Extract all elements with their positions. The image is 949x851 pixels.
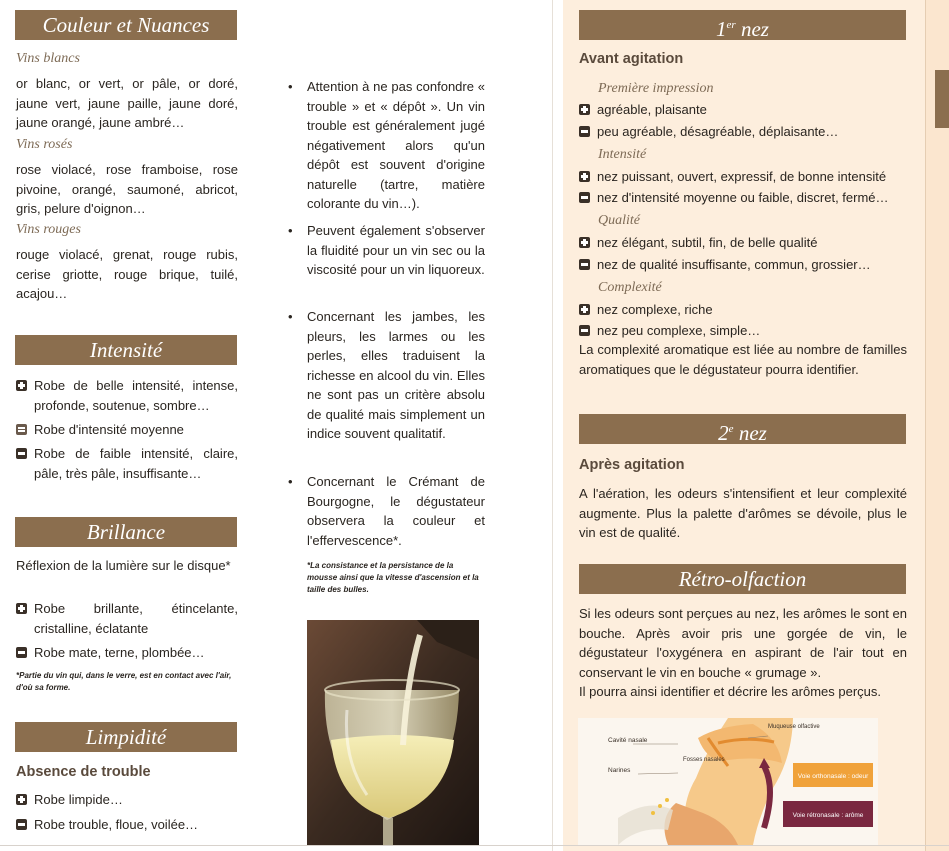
premiere-item-text: peu agréable, désagréable, déplaisante… xyxy=(597,124,839,139)
nez-intensite-item-text: nez d'intensité moyenne ou faible, discret, fermé… xyxy=(597,190,889,205)
intensite-item-minus xyxy=(16,444,238,483)
retro-title-band xyxy=(579,564,906,594)
nez2-title-rest: nez xyxy=(733,421,767,445)
brillance-intro: Réflexion de la lumière sur le disque* xyxy=(16,558,231,573)
bullet-text: Attention à ne pas confondre « trouble » et « dépôt ». Un vin trouble est généralement jugé négativement alors qu'un dépôt est souvent d'origine naturelle (tartre, matière colorante du vin…). xyxy=(307,79,485,211)
nez2-title-number: 2 xyxy=(718,421,729,445)
minus-icon xyxy=(579,259,590,270)
qualite-item-plus xyxy=(579,233,907,253)
brillance-item-text: Robe brillante, étincelante, cristalline, éclatante xyxy=(34,601,238,636)
limpidite-title: Limpidité xyxy=(85,725,167,749)
diagram-retro-label: Voie rétronasale : arôme xyxy=(792,812,864,819)
minus-icon xyxy=(579,126,590,137)
plus-icon xyxy=(579,104,590,115)
brillance-title-band xyxy=(15,517,237,547)
qualite-item-text: nez élégant, subtil, fin, de belle qualité xyxy=(597,235,818,250)
couleur-title-band xyxy=(15,10,237,40)
premiere-item-minus xyxy=(579,122,907,142)
nez2-heading: Après agitation xyxy=(579,457,685,473)
limpidite-title-band xyxy=(15,722,237,752)
complexite-text: La complexité aromatique est liée au nombre de familles aromatiques que le dégustateur pourra identifier. xyxy=(579,342,907,377)
complexite-item-text: nez complexe, riche xyxy=(597,302,713,317)
diagram-fosses-label: Fosses nasales xyxy=(683,757,725,763)
olfaction-diagram xyxy=(578,718,878,845)
page-bottom-rule xyxy=(0,845,949,846)
brillance-item-minus xyxy=(16,643,238,663)
limpidite-item-plus xyxy=(16,790,238,810)
minus-icon xyxy=(16,819,27,830)
bullet-jambes xyxy=(288,307,485,444)
complexite-item-text: nez peu complexe, simple… xyxy=(597,323,761,338)
brillance-title: Brillance xyxy=(86,520,166,544)
bullet-cremant xyxy=(288,472,485,550)
nez1-title-band xyxy=(579,10,906,40)
plus-icon xyxy=(579,171,590,182)
next-page-tab xyxy=(935,70,949,128)
bullet-text: Concernant les jambes, les pleurs, les larmes ou les perles, elles traduisent la richesse en alcool du vin. Elles ne sont pas un critère absolu de qualité mais simplement un indice souvent qualitatif. xyxy=(307,309,485,441)
diagram-ortho-label: Voie orthonasale : odeur xyxy=(797,773,869,780)
minus-icon xyxy=(579,192,590,203)
plus-icon xyxy=(16,794,27,805)
wine-glass-photo xyxy=(307,620,479,845)
intensite-item-text: Robe de belle intensité, intense, profonde, soutenue, sombre… xyxy=(34,378,238,413)
vins-blancs-text: or blanc, or vert, or pâle, or doré, jaune vert, jaune paille, jaune doré, jaune orangé, jaune ambré… xyxy=(16,76,238,130)
minus-icon xyxy=(16,448,27,459)
retro-text: Si les odeurs sont perçues au nez, les arômes le sont en bouche. Après avoir pris une gorgée de vin, le dégustateur l'oxygénera en aspirant de l'air tout en conservant le vin en bouche « grumage ». xyxy=(579,606,907,680)
intensite-item-text: Robe d'intensité moyenne xyxy=(34,422,184,437)
nez-intensite-item-text: nez puissant, ouvert, expressif, de bonne intensité xyxy=(597,169,887,184)
intensite-item-plus xyxy=(16,376,238,415)
complexite-item-minus xyxy=(579,321,907,341)
vins-rouges-text: rouge violacé, grenat, rouge rubis, cerise griotte, rouge brique, tuilé, acajou… xyxy=(16,247,238,301)
nez-intensite-item-minus xyxy=(579,188,907,208)
plus-icon xyxy=(16,603,27,614)
intensite-item-text: Robe de faible intensité, claire, pâle, très pâle, insuffisante… xyxy=(34,446,238,481)
qualite-item-minus xyxy=(579,255,907,275)
qualite-label: Qualité xyxy=(598,213,640,228)
bullet-fluidite xyxy=(288,221,485,280)
nez1-heading: Avant agitation xyxy=(579,51,684,67)
diagram-muqueuse-label: Muqueuse olfactive xyxy=(768,724,820,730)
bullet-dot: • xyxy=(288,79,293,94)
intensite-title: Intensité xyxy=(89,338,163,362)
nez2-title-band xyxy=(579,414,906,444)
cremant-footnote: *La consistance et la persistance de la mousse ainsi que la vitesse d'ascension et la taille des bulles. xyxy=(307,561,479,594)
wine-glass-image xyxy=(307,620,479,845)
brillance-footnote: *Partie du vin qui, dans le verre, est en contact avec l'air, d'où sa forme. xyxy=(16,671,232,692)
limpidite-item-text: Robe trouble, floue, voilée… xyxy=(34,817,199,832)
premiere-item-plus xyxy=(579,100,907,120)
retro-text-2: Il pourra ainsi identifier et décrire les arômes perçus. xyxy=(579,684,882,699)
bullet-dot: • xyxy=(288,223,293,238)
retro-title: Rétro-olfaction xyxy=(678,567,807,591)
couleur-title: Couleur et Nuances xyxy=(42,13,210,37)
plus-icon xyxy=(16,380,27,391)
premiere-impression-label: Première impression xyxy=(598,81,714,96)
plus-icon xyxy=(579,304,590,315)
equal-icon xyxy=(16,424,27,435)
intensite-title-band xyxy=(15,335,237,365)
nez1-title-number: 1 xyxy=(716,17,727,41)
bullet-trouble-depot xyxy=(288,77,485,214)
limpidite-item-minus xyxy=(16,815,238,835)
plus-icon xyxy=(579,237,590,248)
nez-intensite-item-plus xyxy=(579,167,907,187)
limpidite-item-text: Robe limpide… xyxy=(34,792,123,807)
limpidite-heading: Absence de trouble xyxy=(16,764,151,780)
olfaction-diagram-image xyxy=(578,718,878,845)
brillance-item-text: Robe mate, terne, plombée… xyxy=(34,645,205,660)
nez1-title-rest: nez xyxy=(735,17,769,41)
column-divider xyxy=(552,0,553,851)
vins-blancs-label: Vins blancs xyxy=(16,51,80,66)
qualite-item-text: nez de qualité insuffisante, commun, grossier… xyxy=(597,257,871,272)
nez2-title-sup: e xyxy=(728,423,734,435)
diagram-narines-label: Narines xyxy=(608,767,631,774)
vins-rouges-label: Vins rouges xyxy=(16,222,81,237)
bullet-text: Peuvent également s'observer la fluidité pour un vin sec ou la viscosité pour un vin liquoreux. xyxy=(307,223,485,277)
nez2-text: A l'aération, les odeurs s'intensifient et leur complexité augmente. Plus la palette d'arômes se dévoile, plus le vin est de qualité. xyxy=(579,486,907,540)
brillance-item-plus xyxy=(16,599,238,638)
minus-icon xyxy=(579,325,590,336)
bullet-dot: • xyxy=(288,474,293,489)
complexite-item-plus xyxy=(579,300,907,320)
nez1-title-sup: er xyxy=(726,19,736,31)
vins-roses-label: Vins rosés xyxy=(16,137,73,152)
minus-icon xyxy=(16,647,27,658)
intensite-item-mid xyxy=(16,420,238,440)
diagram-cavite-label: Cavité nasale xyxy=(608,737,648,744)
premiere-item-text: agréable, plaisante xyxy=(597,102,707,117)
nez-intensite-label: Intensité xyxy=(598,147,647,162)
bullet-text: Concernant le Crémant de Bourgogne, le dégustateur observera la couleur et l'effervescence*. xyxy=(307,474,485,548)
complexite-label: Complexité xyxy=(598,280,662,295)
vins-roses-text: rose violacé, rose framboise, rose pivoine, orangé, saumoné, abricot, gris, pelure d'oignon… xyxy=(16,162,238,216)
bullet-dot: • xyxy=(288,309,293,324)
